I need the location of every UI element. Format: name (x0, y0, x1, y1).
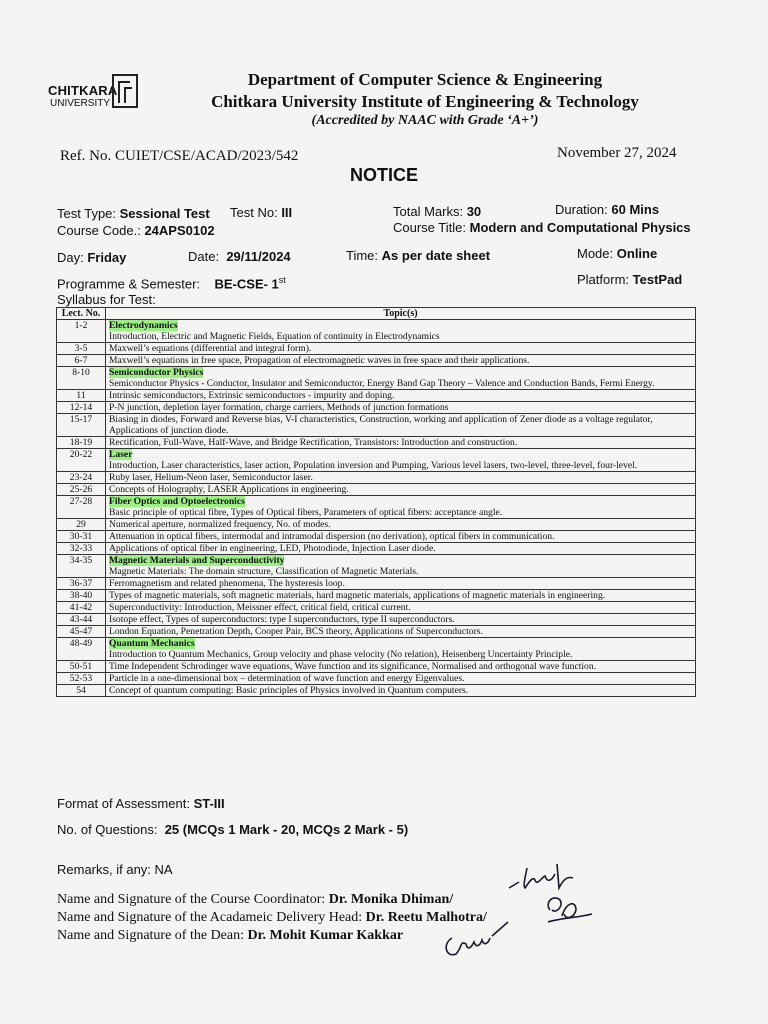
topic-text: Ferromagnetism and related phenomena, The hysteresis loop. (109, 578, 345, 589)
table-row (57, 343, 696, 355)
lecture-number: 15-17 (57, 414, 106, 437)
syllabus-label: Syllabus for Test: (57, 292, 156, 307)
topic-cell (106, 626, 696, 638)
topic-cell (106, 320, 696, 343)
platform: Platform: TestPad (577, 272, 683, 287)
lecture-number: 34-35 (57, 555, 106, 578)
topic-text: Magnetic Materials: The domain structure, Classification of Magnetic Materials. (109, 566, 419, 577)
syllabus-body (57, 320, 696, 697)
topic-text: Attenuation in optical fibers, intermodal and intramodal dispersion (no derivation), optical fibers in communication. (109, 531, 555, 542)
topic-cell (106, 578, 696, 590)
unit-heading: Laser (109, 449, 133, 460)
lecture-number: 45-47 (57, 626, 106, 638)
lecture-number: 12-14 (57, 402, 106, 414)
table-row (57, 355, 696, 367)
topic-cell (106, 343, 696, 355)
dean-handwritten-signature (438, 918, 518, 964)
topic-cell (106, 367, 696, 390)
topic-cell (106, 638, 696, 661)
table-row (57, 414, 696, 437)
accreditation-line: (Accredited by NAAC with Grade ‘A+’) (311, 113, 539, 128)
topic-text: Applications of optical fiber in engineering, LED, Photodiode, Injection Laser diode. (109, 543, 436, 554)
institute-heading: Chitkara University Institute of Engineering & Technology (211, 92, 639, 111)
topic-cell (106, 449, 696, 472)
lecture-number: 29 (57, 519, 106, 531)
lecture-number: 1-2 (57, 320, 106, 343)
course-code: Course Code.: 24APS0102 (57, 223, 215, 238)
lecture-number: 8-10 (57, 367, 106, 390)
topic-text: Concepts of Holography, LASER Applications in engineering. (109, 484, 349, 495)
logo-mark-icon (112, 74, 138, 108)
table-row (57, 484, 696, 496)
topic-text: Basic principle of optical fibre, Types of Optical fibers, Parameters of optical fibers: acceptance angle. (109, 507, 503, 518)
table-row (57, 390, 696, 402)
unit-heading: Fiber Optics and Optoelectronics (109, 496, 245, 507)
topic-cell (106, 602, 696, 614)
lecture-number: 18-19 (57, 437, 106, 449)
lecture-number: 30-31 (57, 531, 106, 543)
lecture-number: 27-28 (57, 496, 106, 519)
table-row (57, 531, 696, 543)
unit-heading: Magnetic Materials and Superconductivity (109, 555, 285, 566)
topic-text: Introduction, Laser characteristics, laser action, Population inversion and Pumping, Various level lasers, two-level, three-level, four-level. (109, 460, 638, 471)
lecture-number: 36-37 (57, 578, 106, 590)
table-row (57, 638, 696, 661)
duration: Duration: 60 Mins (555, 202, 660, 217)
topic-cell (106, 355, 696, 367)
table-row (57, 402, 696, 414)
programme-semester: Programme & Semester: BE-CSE- 1st (57, 275, 286, 292)
reference-number: Ref. No. CUIET/CSE/ACAD/2023/542 (60, 148, 299, 164)
topic-text: P-N junction, depletion layer formation, charge carriers, Methods of junction formations (109, 402, 449, 413)
topic-cell (106, 661, 696, 673)
university-logo (48, 72, 144, 118)
topic-cell (106, 437, 696, 449)
logo-sub: UNIVERSITY (50, 98, 111, 109)
topic-cell (106, 414, 696, 437)
head-signature-line: Name and Signature of the Acadameic Delivery Head: Dr. Reetu Malhotra/ (57, 910, 487, 925)
col-lect-no: Lect. No. (57, 308, 106, 320)
test-type: Test Type: Sessional Test (57, 206, 210, 221)
lecture-number: 25-26 (57, 484, 106, 496)
table-row (57, 472, 696, 484)
topic-text: Superconductivity: Introduction, Meissner effect, critical field, critical current. (109, 602, 411, 613)
topic-text: Biasing in diodes, Forward and Reverse bias, V-I characteristics, Construction, working and application of Zener diode as a voltage regulator, Applications of junction diode. (109, 414, 653, 436)
table-row (57, 543, 696, 555)
topic-text: Particle in a one-dimensional box – determination of wave function and energy Eigenvalues. (109, 673, 465, 684)
table-row (57, 519, 696, 531)
topic-text: Ruby laser, Helium-Neon laser, Semiconductor laser. (109, 472, 313, 483)
topic-cell (106, 590, 696, 602)
exam-day: Day: Friday (57, 250, 127, 265)
table-row (57, 367, 696, 390)
lecture-number: 20-22 (57, 449, 106, 472)
table-row (57, 578, 696, 590)
notice-date: November 27, 2024 (557, 145, 677, 161)
topic-cell (106, 555, 696, 578)
test-no: Test No: III (230, 205, 293, 220)
unit-heading: Quantum Mechanics (109, 638, 195, 649)
lecture-number: 3-5 (57, 343, 106, 355)
lecture-number: 43-44 (57, 614, 106, 626)
course-title: Course Title: Modern and Computational Physics (393, 220, 691, 235)
remarks: Remarks, if any: NA (57, 862, 173, 877)
notice-title: NOTICE (349, 165, 418, 185)
topic-cell (106, 519, 696, 531)
exam-mode: Mode: Online (577, 246, 658, 261)
topic-text: Introduction, Electric and Magnetic Fields, Equation of continuity in Electrodynamics (109, 331, 440, 342)
topic-cell (106, 472, 696, 484)
table-row (57, 449, 696, 472)
exam-date: Date: 29/11/2024 (188, 249, 291, 264)
lecture-number: 54 (57, 685, 106, 697)
table-row (57, 614, 696, 626)
department-heading: Department of Computer Science & Engineering (247, 70, 603, 89)
topic-text: Isotope effect, Types of superconductors: type I superconductors, type II superconductors. (109, 614, 455, 625)
topic-text: Rectification, Full-Wave, Half-Wave, and Bridge Rectification, Transistors: Introduction and construction. (109, 437, 518, 448)
topic-text: Introduction to Quantum Mechanics, Group velocity and phase velocity (No relation), Heisenberg Uncertainty Principle. (109, 649, 573, 660)
head-handwritten-signature (540, 888, 600, 928)
topic-text: Concept of quantum computing: Basic principles of Physics involved in Quantum computers. (109, 685, 469, 696)
topic-cell (106, 685, 696, 697)
topic-text: Intrinsic semiconductors, Extrinsic semiconductors - impurity and doping. (109, 390, 395, 401)
topic-cell (106, 390, 696, 402)
topic-cell (106, 496, 696, 519)
dean-signature-line: Name and Signature of the Dean: Dr. Mohit Kumar Kakkar (57, 928, 404, 943)
topic-text: Maxwell’s equations in free space, Propagation of electromagnetic waves in free space and their applications. (109, 355, 530, 366)
total-marks: Total Marks: 30 (393, 204, 482, 219)
exam-time: Time: As per date sheet (346, 248, 491, 263)
lecture-number: 50-51 (57, 661, 106, 673)
topic-cell (106, 673, 696, 685)
lecture-number: 41-42 (57, 602, 106, 614)
topic-cell (106, 402, 696, 414)
table-row (57, 590, 696, 602)
topic-cell (106, 543, 696, 555)
lecture-number: 23-24 (57, 472, 106, 484)
topic-cell (106, 614, 696, 626)
lecture-number: 48-49 (57, 638, 106, 661)
lecture-number: 52-53 (57, 673, 106, 685)
table-row (57, 555, 696, 578)
format-of-assessment: Format of Assessment: ST-III (57, 796, 225, 811)
col-topics: Topic(s) (106, 308, 696, 320)
topic-text: Semiconductor Physics - Conductor, Insulator and Semiconductor, Energy Band Gap Theory – Valence and Conduction Bands, Fermi Energy. (109, 378, 655, 389)
table-row (57, 685, 696, 697)
table-row (57, 661, 696, 673)
topic-text: Numerical aperture, normalized frequency, No. of modes. (109, 519, 331, 530)
lecture-number: 11 (57, 390, 106, 402)
unit-heading: Electrodynamics (109, 320, 178, 331)
table-row (57, 626, 696, 638)
topic-cell (106, 484, 696, 496)
table-header-row (57, 308, 696, 320)
table-row (57, 320, 696, 343)
table-row (57, 496, 696, 519)
table-row (57, 437, 696, 449)
syllabus-table (56, 307, 696, 697)
lecture-number: 38-40 (57, 590, 106, 602)
topic-cell (106, 531, 696, 543)
unit-heading: Semiconductor Physics (109, 367, 204, 378)
table-row (57, 602, 696, 614)
lecture-number: 32-33 (57, 543, 106, 555)
topic-text: London Equation, Penetration Depth, Cooper Pair, BCS theory, Applications of Superconductors. (109, 626, 483, 637)
no-of-questions: No. of Questions: 25 (MCQs 1 Mark - 20, MCQs 2 Mark - 5) (57, 822, 409, 837)
table-row (57, 673, 696, 685)
logo-word: CHITKARA (48, 83, 118, 98)
lecture-number: 6-7 (57, 355, 106, 367)
topic-text: Maxwell’s equations (differential and integral form). (109, 343, 312, 354)
coordinator-signature-line: Name and Signature of the Course Coordinator: Dr. Monika Dhiman/ (57, 892, 454, 907)
topic-text: Time Independent Schrodinger wave equations, Wave function and its significance, Normalised and orthogonal wave function. (109, 661, 597, 672)
topic-text: Types of magnetic materials, soft magnetic materials, hard magnetic materials, applications of magnetic materials in engineering. (109, 590, 606, 601)
